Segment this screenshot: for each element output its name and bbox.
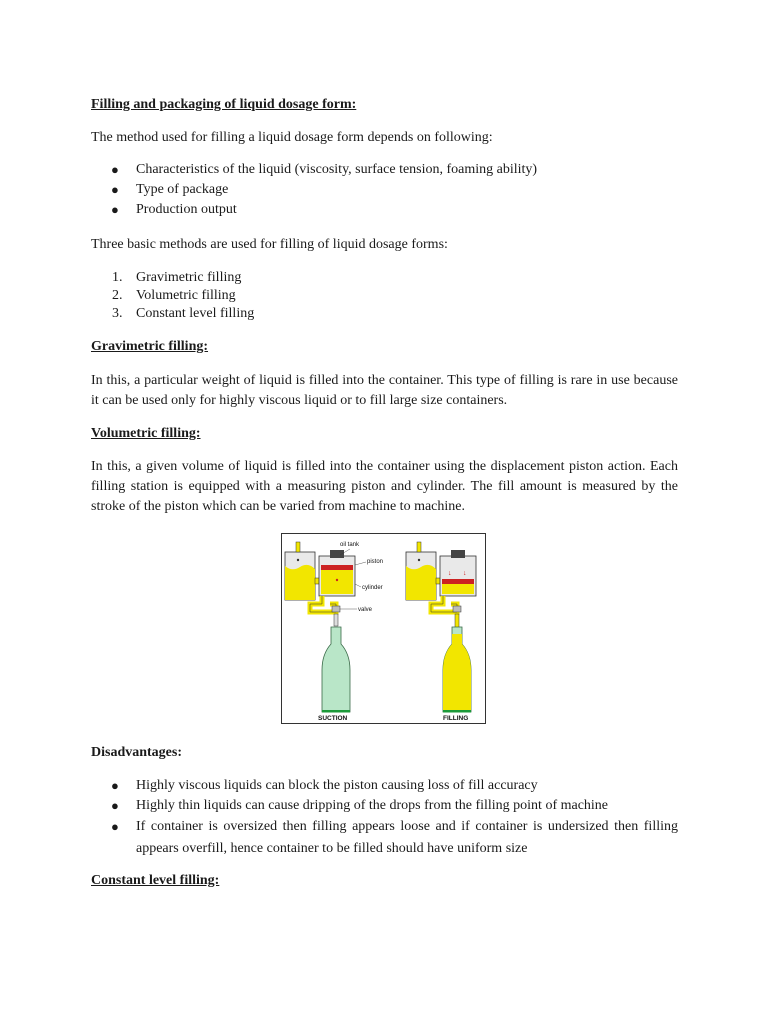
tank-inlet bbox=[296, 542, 300, 552]
volumetric-heading: Volumetric filling: bbox=[91, 426, 201, 441]
down-arrow-icon: ↓ bbox=[463, 569, 467, 577]
piston-filler-svg bbox=[282, 534, 485, 723]
piston-filler-diagram bbox=[281, 533, 486, 724]
bullet-icon: ● bbox=[111, 819, 119, 834]
valve-shape bbox=[453, 606, 461, 612]
flow-marker bbox=[336, 579, 338, 581]
filling-station bbox=[406, 542, 476, 713]
piston-leader bbox=[355, 562, 366, 565]
list-item: ● If container is oversized then filling appears loose and if container is undersized then filling appears overfill, hence container to be filled should have uniform size bbox=[91, 816, 678, 860]
bullet-icon: ● bbox=[111, 182, 119, 197]
bottle-empty bbox=[322, 627, 350, 712]
bullet-icon: ● bbox=[111, 202, 119, 217]
piston-shape bbox=[321, 565, 353, 570]
list-item: ● Characteristics of the liquid (viscosity, surface tension, foaming ability) bbox=[91, 160, 678, 180]
volumetric-paragraph: In this, a given volume of liquid is filled into the container using the displacement piston action. Each filling station is equipped with a measuring piston and cylinder. The fill amount is measured by the stroke of the piston which can be varied from machine to machine. bbox=[91, 459, 678, 514]
list-item: ● Production output bbox=[91, 200, 678, 220]
suction-station bbox=[285, 542, 355, 713]
tank-liquid bbox=[285, 565, 315, 600]
intro-paragraph: The method used for filling a liquid dosage form depends on following: bbox=[91, 130, 493, 145]
tank-dot bbox=[418, 559, 420, 561]
cylinder-liquid bbox=[321, 570, 353, 594]
gravimetric-paragraph: In this, a particular weight of liquid is filled into the container. This type of filling is rare in use because it can be used only for highly viscous liquid or to fill large size containers. bbox=[91, 373, 678, 408]
list-item: ● Highly thin liquids can cause dripping of the drops from the filling point of machine bbox=[91, 796, 678, 816]
factors-list bbox=[91, 160, 678, 220]
cylinder-liquid bbox=[442, 584, 474, 594]
oil-tank-label: oil tank bbox=[340, 542, 360, 548]
document-title: Filling and packaging of liquid dosage form: bbox=[91, 97, 357, 112]
nozzle bbox=[334, 614, 338, 626]
piston-shape bbox=[442, 579, 474, 584]
valve-shape bbox=[332, 606, 340, 612]
tank-liquid bbox=[406, 565, 436, 600]
methods-intro: Three basic methods are used for filling of liquid dosage forms: bbox=[91, 237, 448, 252]
cylinder-label: cylinder bbox=[362, 585, 383, 591]
tank-inlet bbox=[417, 542, 421, 552]
cylinder-leader bbox=[355, 584, 361, 587]
list-item: ● Highly viscous liquids can block the piston causing loss of fill accuracy bbox=[91, 776, 678, 796]
filling-label: FILLING bbox=[443, 715, 469, 722]
piston-label: piston bbox=[367, 559, 384, 565]
constant-level-heading: Constant level filling: bbox=[91, 873, 220, 888]
bullet-icon: ● bbox=[111, 162, 119, 177]
list-item: 3. Constant level filling bbox=[112, 306, 255, 321]
bottle-base bbox=[322, 710, 350, 713]
bottle-liquid bbox=[443, 634, 471, 712]
list-item: 1. Gravimetric filling bbox=[112, 270, 242, 285]
valve-label: valve bbox=[358, 607, 373, 613]
down-arrow-icon: ↓ bbox=[448, 569, 452, 577]
disadvantages-heading: Disadvantages: bbox=[91, 745, 183, 760]
bullet-icon: ● bbox=[111, 778, 119, 793]
methods-list bbox=[91, 268, 678, 322]
disadvantages-list bbox=[91, 776, 678, 860]
gravimetric-heading: Gravimetric filling: bbox=[91, 339, 209, 354]
tank-dot bbox=[297, 559, 299, 561]
valve-head bbox=[451, 550, 465, 558]
bullet-icon: ● bbox=[111, 798, 119, 813]
list-item: ● Type of package bbox=[91, 180, 678, 200]
suction-label: SUCTION bbox=[318, 715, 348, 722]
bottle-base bbox=[443, 710, 471, 713]
list-item: 2. Volumetric filling bbox=[112, 288, 236, 303]
